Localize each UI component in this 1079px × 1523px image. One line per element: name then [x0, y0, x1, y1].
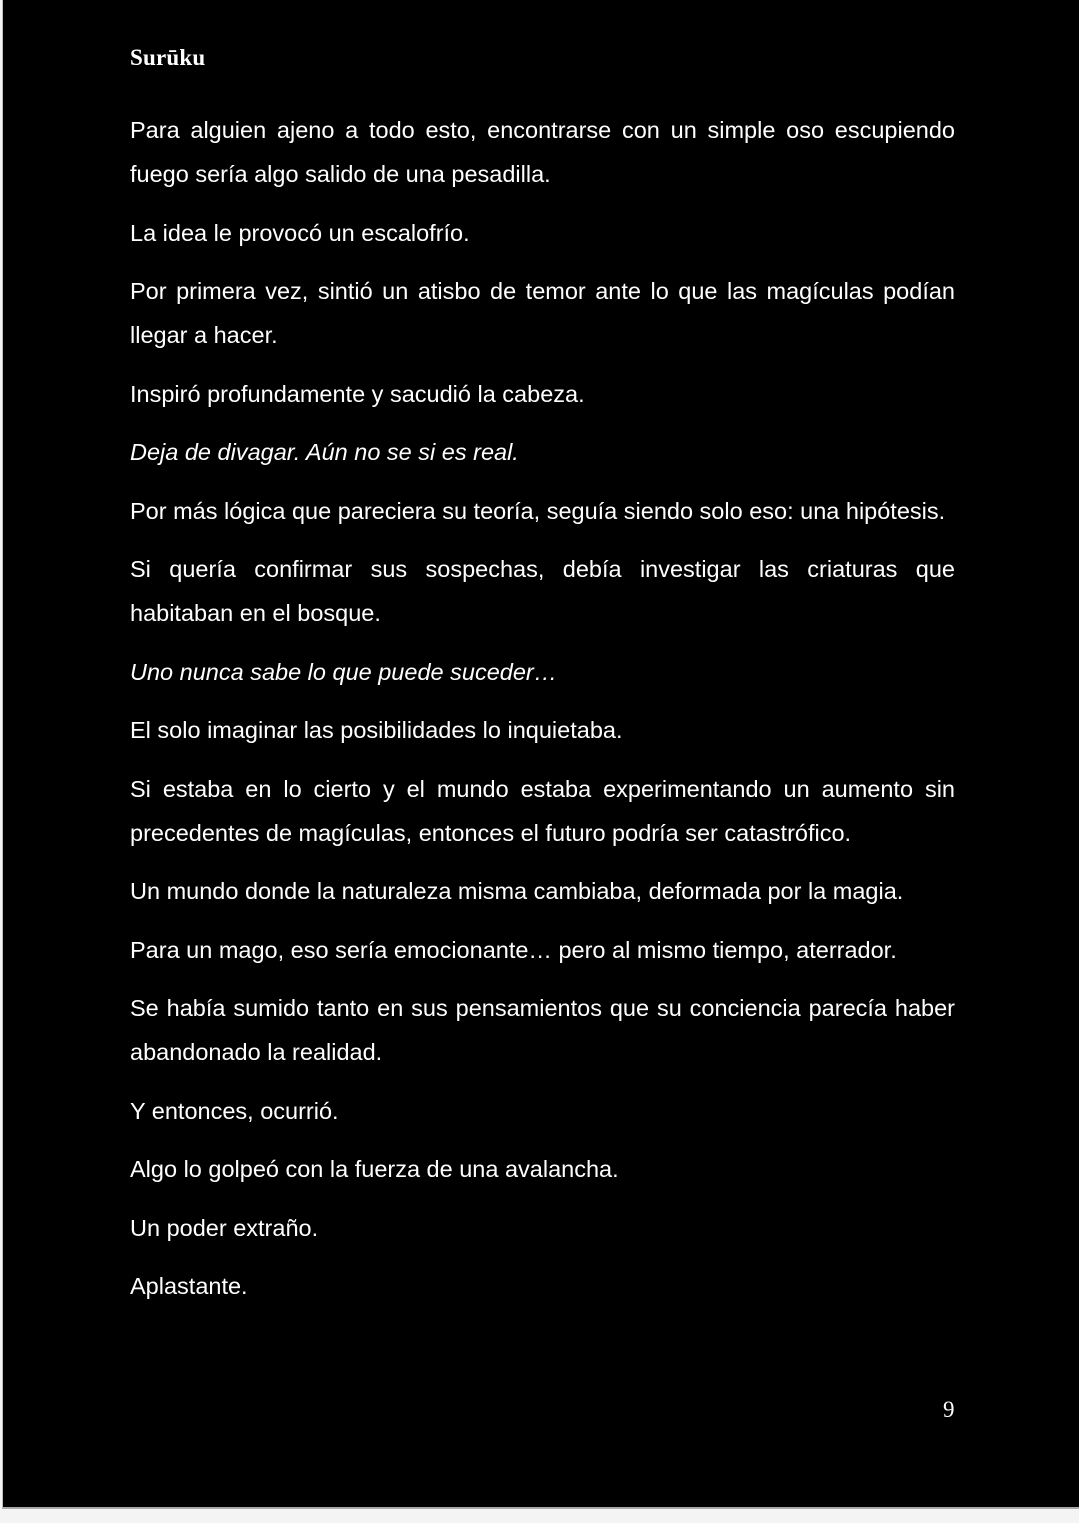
paragraph: La idea le provocó un escalofrío. — [130, 219, 470, 246]
paragraph: Un mundo donde la naturaleza misma cambiaba, deformada por la magia. — [130, 878, 904, 904]
paragraph: Si quería confirmar sus sospechas, debía investigar las criaturas que habitaban en el bosque. — [130, 556, 955, 626]
running-header: Surūku — [130, 45, 206, 70]
paragraph: Por más lógica que pareciera su teoría, seguía siendo solo eso: una hipótesis. — [130, 497, 946, 524]
paragraph-italic-thought: Deja de divagar. Aún no se si es real. — [130, 439, 519, 465]
paragraph-italic-thought: Uno nunca sabe lo que puede suceder… — [130, 658, 558, 685]
paragraph: Para un mago, eso sería emocionante… pero al mismo tiempo, aterrador. — [130, 936, 897, 963]
body-text — [130, 108, 955, 1323]
paragraph: Si estaba en lo cierto y el mundo estaba experimentando un aumento sin precedentes de magículas, entonces el futuro podría ser catastrófico. — [130, 775, 955, 846]
paragraph: Se había sumido tanto en sus pensamientos que su conciencia parecía haber abandonado la realidad. — [130, 995, 955, 1065]
paragraph: Para alguien ajeno a todo esto, encontrarse con un simple oso escupiendo fuego sería algo salido de una pesadilla. — [130, 117, 955, 187]
paragraph: Aplastante. — [130, 1273, 248, 1299]
paragraph: Algo lo golpeó con la fuerza de una avalancha. — [130, 1156, 619, 1182]
paragraph: Inspiró profundamente y sacudió la cabeza. — [130, 380, 585, 407]
paragraph: El solo imaginar las posibilidades lo inquietaba. — [130, 717, 623, 743]
document-page — [2, 0, 1079, 1509]
page-number: 9 — [943, 1397, 955, 1422]
paragraph: Un poder extraño. — [130, 1214, 319, 1241]
paragraph: Y entonces, ocurrió. — [130, 1097, 339, 1124]
paragraph: Por primera vez, sintió un atisbo de temor ante lo que las magículas podían llegar a hacer. — [130, 278, 955, 348]
